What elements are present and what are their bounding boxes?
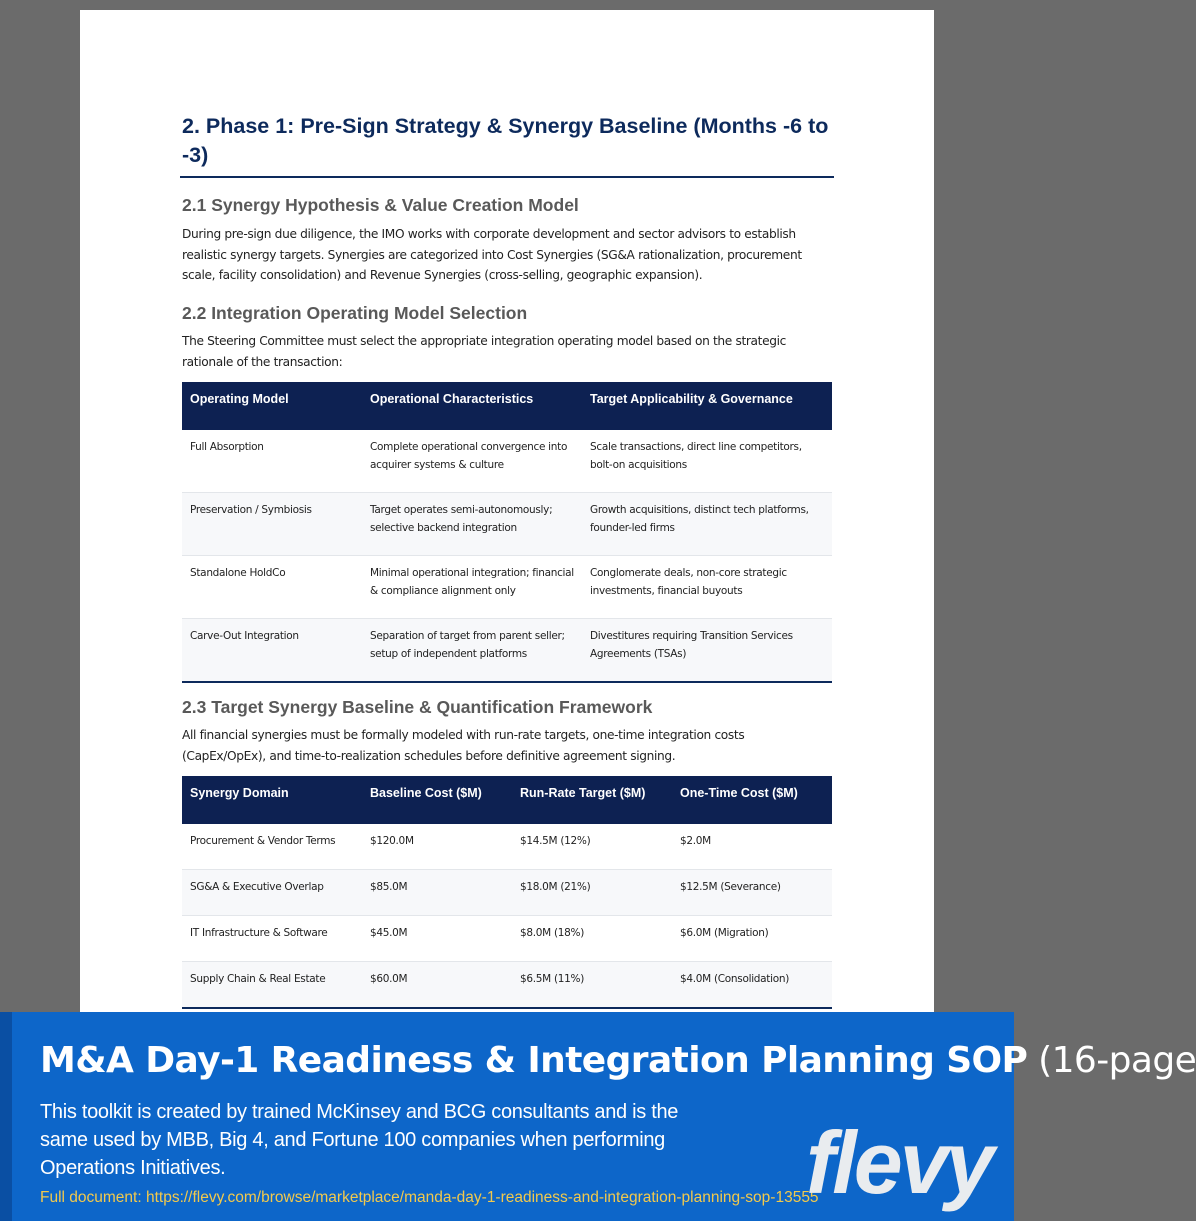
table-row [182, 430, 832, 493]
column-header: Operational Characteristics [362, 382, 582, 430]
table-cell: $8.0M (18%) [512, 916, 672, 962]
table-row [182, 870, 832, 916]
table-row [182, 619, 832, 683]
document-page [80, 10, 934, 1110]
flevy-logo[interactable]: flevy [806, 1113, 992, 1212]
table-cell: $4.0M (Consolidation) [672, 962, 832, 1009]
paragraph-2-3: All financial synergies must be formally modeled with run-rate targets, one-time integration costs (CapEx/OpEx), and time-to-realization schedules before definitive agreement signing. [182, 728, 745, 763]
subsection-title-2-2: 2.2 Integration Operating Model Selection [182, 303, 528, 323]
table-cell: Complete operational convergence into acquirer systems & culture [362, 430, 582, 493]
column-header: Operating Model [182, 382, 362, 430]
paragraph-2-1: During pre-sign due diligence, the IMO works with corporate development and sector advisors to establish realistic synergy targets. Synergies are categorized into Cost Synergies (SG&A rationalization, procurement scale, facility consolidation) and Revenue Synergies (cross-selling, geographic expansion). [182, 227, 802, 282]
table-cell: Minimal operational integration; financial & compliance alignment only [362, 556, 582, 619]
banner-title-main: M&A Day-1 Readiness & Integration Planning SOP [40, 1040, 1028, 1081]
table-row [182, 493, 832, 556]
table-cell: Scale transactions, direct line competitors, bolt-on acquisitions [582, 430, 832, 493]
table-cell: Divestitures requiring Transition Services Agreements (TSAs) [582, 619, 832, 683]
section-title: 2. Phase 1: Pre-Sign Strategy & Synergy Baseline (Months -6 to -3) [182, 114, 829, 167]
column-header: Run-Rate Target ($M) [512, 776, 672, 824]
table-cell: $18.0M (21%) [512, 870, 672, 916]
promo-banner [0, 1012, 1196, 1221]
table-cell: $60.0M [362, 962, 512, 1009]
table-cell: Standalone HoldCo [182, 556, 362, 619]
section-divider [180, 176, 834, 178]
column-header: Target Applicability & Governance [582, 382, 832, 430]
table-cell: Supply Chain & Real Estate [182, 962, 362, 1009]
banner-description: This toolkit is created by trained McKinsey and BCG consultants and is the same used by MBB, Big 4, and Fortune 100 companies when performing Operations Initiatives. [40, 1101, 679, 1179]
subsection-title-2-3: 2.3 Target Synergy Baseline & Quantification Framework [182, 697, 653, 717]
table-cell: Growth acquisitions, distinct tech platforms, founder-led firms [582, 493, 832, 556]
table-cell: $120.0M [362, 824, 512, 870]
document-link[interactable]: Full document: https://flevy.com/browse/marketplace/manda-day-1-readiness-and-integration-planning-sop-13555 [40, 1189, 819, 1206]
table-cell: $6.5M (11%) [512, 962, 672, 1009]
table-cell: Separation of target from parent seller; setup of independent platforms [362, 619, 582, 683]
table-cell: $6.0M (Migration) [672, 916, 832, 962]
synergy-baseline-table [182, 776, 832, 1009]
table-cell: Target operates semi-autonomously; selective backend integration [362, 493, 582, 556]
table-cell: $14.5M (12%) [512, 824, 672, 870]
table-cell: SG&A & Executive Overlap [182, 870, 362, 916]
column-header: Synergy Domain [182, 776, 362, 824]
table-header-row [182, 382, 832, 430]
column-header: One-Time Cost ($M) [672, 776, 832, 824]
subsection-title-2-1: 2.1 Synergy Hypothesis & Value Creation Model [182, 195, 579, 215]
table-row [182, 556, 832, 619]
table-cell: Procurement & Vendor Terms [182, 824, 362, 870]
banner-title-suffix: (16-page [1027, 1040, 1196, 1081]
column-header: Baseline Cost ($M) [362, 776, 512, 824]
paragraph-2-2: The Steering Committee must select the appropriate integration operating model based on the strategic rationale of the transaction: [182, 334, 787, 369]
table-cell: Preservation / Symbiosis [182, 493, 362, 556]
banner-accent-strip [0, 1012, 12, 1221]
table-cell: Conglomerate deals, non-core strategic investments, financial buyouts [582, 556, 832, 619]
table-row [182, 962, 832, 1009]
table-cell: $45.0M [362, 916, 512, 962]
table-cell: $85.0M [362, 870, 512, 916]
table-header-row [182, 776, 832, 824]
banner-title [40, 1040, 1196, 1081]
table-cell: $12.5M (Severance) [672, 870, 832, 916]
operating-model-table [182, 382, 832, 683]
table-cell: IT Infrastructure & Software [182, 916, 362, 962]
table-cell: $2.0M [672, 824, 832, 870]
table-row [182, 824, 832, 870]
table-row [182, 916, 832, 962]
table-cell: Carve-Out Integration [182, 619, 362, 683]
table-cell: Full Absorption [182, 430, 362, 493]
